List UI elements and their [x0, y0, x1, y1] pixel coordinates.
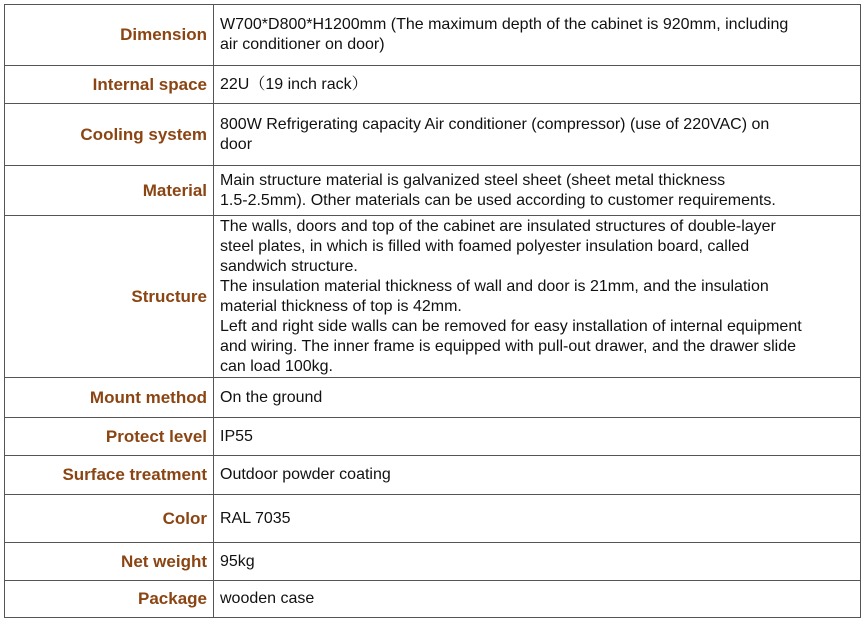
value-line: can load 100kg. — [220, 357, 333, 375]
row-value — [214, 495, 861, 543]
row-label: Package — [5, 581, 214, 618]
table-row-package — [5, 581, 861, 618]
value-line: 1.5-2.5mm). Other materials can be used according to customer requirements. — [220, 191, 776, 209]
table-row-surface-treatment — [5, 456, 861, 495]
table-row-mount-method — [5, 378, 861, 418]
row-label: Dimension — [5, 5, 214, 66]
table-row-material — [5, 166, 861, 216]
row-value — [214, 581, 861, 618]
row-value — [214, 378, 861, 418]
row-value — [214, 216, 861, 378]
value-line: IP55 — [220, 427, 253, 445]
value-line: 22U（19 inch rack） — [220, 75, 368, 93]
row-label: Protect level — [5, 418, 214, 456]
row-label: Internal space — [5, 66, 214, 104]
value-line: material thickness of top is 42mm. — [220, 297, 462, 315]
row-label: Structure — [5, 216, 214, 378]
row-value — [214, 456, 861, 495]
row-label: Mount method — [5, 378, 214, 418]
table-row-dimension — [5, 5, 861, 66]
value-line: RAL 7035 — [220, 509, 291, 527]
row-label: Material — [5, 166, 214, 216]
value-line: The insulation material thickness of wall and door is 21mm, and the insulation — [220, 277, 769, 295]
row-value — [214, 166, 861, 216]
value-line: air conditioner on door) — [220, 36, 385, 53]
value-line: steel plates, in which is filled with foamed polyester insulation board, called — [220, 237, 750, 255]
value-line: Left and right side walls can be removed for easy installation of internal equipment — [220, 317, 802, 335]
row-value — [214, 5, 861, 66]
value-line: Outdoor powder coating — [220, 466, 391, 483]
value-line: On the ground — [220, 388, 323, 406]
row-label: Color — [5, 495, 214, 543]
value-line: Main structure material is galvanized steel sheet (sheet metal thickness — [220, 171, 726, 189]
value-line: 95kg — [220, 552, 255, 570]
row-value — [214, 66, 861, 104]
value-line: The walls, doors and top of the cabinet are insulated structures of double-layer — [220, 217, 776, 235]
value-line: wooden case — [220, 590, 315, 607]
table-row-net-weight — [5, 543, 861, 581]
table-row-color — [5, 495, 861, 543]
value-line: 800W Refrigerating capacity Air conditioner (compressor) (use of 220VAC) on — [220, 115, 770, 133]
table-row-cooling-system — [5, 104, 861, 166]
table-row-structure — [5, 216, 861, 378]
table-row-internal-space — [5, 66, 861, 104]
row-value — [214, 104, 861, 166]
row-value — [214, 543, 861, 581]
row-label: Surface treatment — [5, 456, 214, 495]
value-line: door — [220, 135, 253, 153]
value-line: W700*D800*H1200mm (The maximum depth of the cabinet is 920mm, including — [220, 16, 789, 33]
spec-table — [4, 4, 861, 618]
row-value — [214, 418, 861, 456]
value-line: and wiring. The inner frame is equipped with pull-out drawer, and the drawer slide — [220, 337, 797, 355]
row-label: Cooling system — [5, 104, 214, 166]
table-row-protect-level — [5, 418, 861, 456]
value-line: sandwich structure. — [220, 257, 358, 275]
row-label: Net weight — [5, 543, 214, 581]
